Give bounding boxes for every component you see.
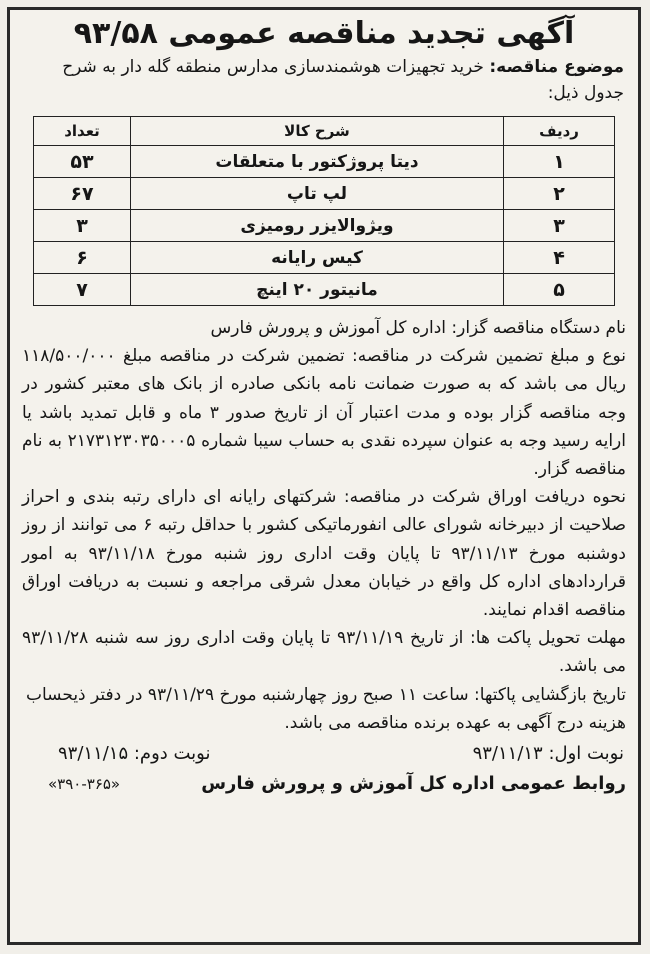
guarantee-paragraph: نوع و مبلغ تضمین شرکت در مناقصه: تضمین شرکت در مناقصه مبلغ ۱۱۸/۵۰۰/۰۰۰ ریال می باشد که به صورت ضمانت نامه بانکی صادره از بانک های معتبر کشور در وجه مناقصه گزار بوده و مدت اعتبار آن از تاریخ صدور ۳ ماه و قابل تمدید باشد یا ارایه رسید وجه به عنوان سپرده نقدی به حساب سیبا شماره ۲۱۷۳۱۲۳۰۳۵۰۰۰۵ به نام مناقصه گزار. [22,346,626,480]
item-description: لپ تاپ [131,178,504,210]
table-row [34,242,615,274]
table-row [34,146,615,178]
table-header-row [34,117,615,146]
table-row [34,210,615,242]
row-number: ۲ [504,178,615,210]
header-row-number: ردیف [504,117,615,146]
header-description: شرح کالا [131,117,504,146]
row-number: ۴ [504,242,615,274]
publisher-name: روابط عمومی اداره کل آموزش و پرورش فارس [201,773,626,795]
subject-paragraph [24,54,624,106]
item-description: دیتا پروژکتور با متعلقات [131,146,504,178]
subject-text: خرید تجهیزات هوشمندسازی مدارس منطقه گله دار به شرح جدول ذیل: [62,57,624,103]
header-quantity: تعداد [34,117,131,146]
documents-paragraph: نحوه دریافت اوراق شرکت در مناقصه: شرکتهای رایانه ای دارای رتبه بندی و احراز صلاحیت از دبیرخانه شورای عالی انفورماتیکی کشور با حداقل رتبه ۶ می توانند از روز دوشنبه مورخ ۹۳/۱۱/۱۳ تا پایان وقت اداری روز شنبه مورخ ۹۳/۱۱/۱۸ به امور قراردادهای اداره کل واقع در خیابان معدل شرقی مراجعه و نسبت به دریافت اوراق مناقصه اقدام نمایند. [22,487,627,621]
item-description: کیس رایانه [131,242,504,274]
organizer-paragraph: نام دستگاه مناقصه گزار: اداره کل آموزش و پرورش فارس [210,318,626,338]
first-round-date: نوبت اول: ۹۳/۱۱/۱۳ [472,743,624,765]
table-row [34,178,615,210]
item-quantity: ۵۳ [34,146,131,178]
row-number: ۳ [504,210,615,242]
row-number: ۱ [504,146,615,178]
row-number: ۵ [504,274,615,306]
item-description: ویژوالایزر رومیزی [131,210,504,242]
publication-rounds [58,739,624,769]
deadline-paragraph: مهلت تحویل پاکت ها: از تاریخ ۹۳/۱۱/۱۹ تا پایان وقت اداری روز سه شنبه ۹۳/۱۱/۲۸ می باشد. [22,628,627,677]
items-table [33,116,615,306]
item-description: مانیتور ۲۰ اینچ [131,274,504,306]
cost-paragraph: هزینه درج آگهی به عهده برنده مناقصه می باشد. [284,712,626,733]
item-quantity: ۶۷ [34,178,131,210]
page-title: آگهی تجدید مناقصه عمومی ۹۳/۵۸ [73,16,575,51]
publisher-footer [48,769,626,799]
opening-paragraph: تاریخ بازگشایی پاکتها: ساعت ۱۱ صبح روز چهارشنبه مورخ ۹۳/۱۱/۲۹ در دفتر ذیحساب [26,684,626,705]
item-quantity: ۳ [34,210,131,242]
advertisement-frame [7,7,641,945]
item-quantity: ۷ [34,274,131,306]
tender-details [22,314,626,737]
second-round-date: نوبت دوم: ۹۳/۱۱/۱۵ [58,743,211,765]
table-row [34,274,615,306]
item-quantity: ۶ [34,242,131,274]
advertisement-content [18,14,630,938]
ad-code: «۳۹۰-۳۶۵» [48,775,121,794]
subject-label: موضوع مناقصه: [489,57,624,77]
